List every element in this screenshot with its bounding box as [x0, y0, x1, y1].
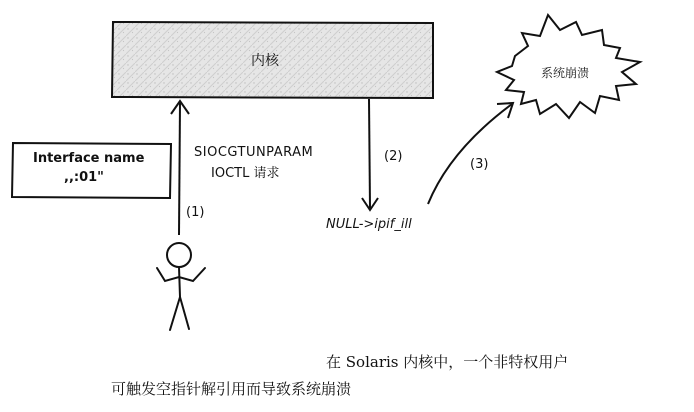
caption-line-2: 可触发空指针解引用而导致系统崩溃: [111, 380, 352, 398]
interface-name-line1: Interface name: [33, 151, 145, 166]
crash-label: 系统崩溃: [541, 66, 590, 80]
request-label-line2: IOCTL 请求: [211, 166, 280, 181]
stick-figure-user: [157, 243, 205, 330]
arrow-step-2: [362, 99, 378, 210]
step-3-label: (3): [470, 157, 489, 172]
arrow-step-3: [428, 103, 513, 204]
kernel-label: 内核: [251, 53, 279, 69]
step-2-label: (2): [384, 149, 403, 164]
request-label-line1: SIOCGTUNPARAM: [194, 145, 314, 160]
null-deref-label: NULL->ipif_ill: [326, 217, 412, 232]
interface-name-line2: ,,:01": [64, 170, 104, 185]
caption-line-1: 在 Solaris 内核中，一个非特权用户: [326, 353, 569, 371]
step-1-label: (1): [186, 205, 205, 220]
